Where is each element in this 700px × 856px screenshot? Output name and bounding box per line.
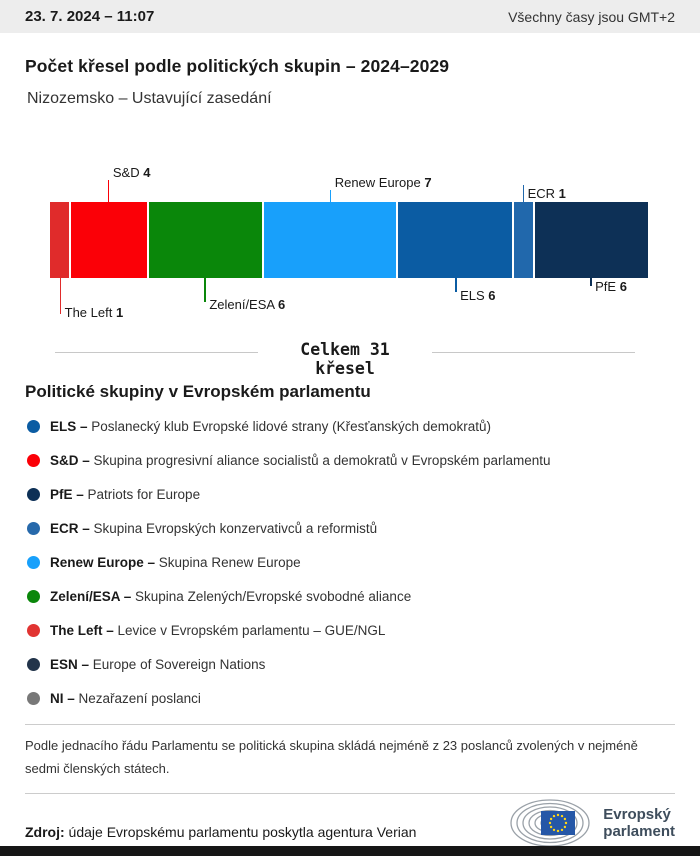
legend-item-s-d-: [25, 452, 675, 468]
bar-segment-ecr: [514, 202, 533, 278]
legend-item-label: S&D – Skupina progresivní aliance socialistů a demokratů v Evropském parlamentu: [50, 452, 551, 468]
legend-item-label: PfE – Patriots for Europe: [50, 486, 201, 502]
callout-label-the-left: The Left 1: [64, 305, 124, 320]
top-bar: [0, 0, 700, 33]
callout-line-renew-europe: [330, 190, 332, 202]
callout-label-pfe: PfE 6: [595, 279, 627, 294]
ep-logo-text: [603, 806, 675, 840]
legend-dot-icon: [27, 658, 40, 671]
timezone-note: Všechny časy jsou GMT+2: [508, 8, 675, 25]
bottom-bar: [0, 846, 700, 856]
callout-line-the-left: [60, 278, 62, 314]
legend-dot-icon: [27, 590, 40, 603]
legend-item-renew-europe-: [25, 554, 675, 570]
total-seats: [55, 340, 635, 378]
total-left-rule: [55, 352, 258, 353]
source-label: Zdroj:: [25, 824, 65, 840]
legend-item-label: Renew Europe – Skupina Renew Europe: [50, 554, 301, 570]
callout-line-els: [455, 278, 457, 292]
legend-item-esn-: [25, 656, 675, 672]
page-subtitle: Nizozemsko – Ustavující zasedání: [27, 90, 272, 107]
ep-logo: [506, 798, 675, 848]
legend-dot-icon: [27, 420, 40, 433]
total-right-rule: [432, 352, 635, 353]
callout-line-s-d: [108, 180, 110, 202]
bar-segment-the-left: [50, 202, 69, 278]
bar-segment-s-d: [71, 202, 147, 278]
callout-label-s-d: S&D 4: [112, 165, 151, 180]
legend-item-pfe-: [25, 486, 675, 502]
callout-line-ecr: [523, 185, 525, 202]
bar-segment-zelen-esa: [149, 202, 262, 278]
legend-item-label: Zelení/ESA – Skupina Zelených/Evropské svobodné aliance: [50, 588, 412, 604]
total-line2: křesel: [315, 359, 375, 378]
callout-label-renew-europe: Renew Europe 7: [334, 175, 432, 190]
legend-item-zelen-esa-: [25, 588, 675, 604]
legend-item-label: NI – Nezařazení poslanci: [50, 690, 201, 706]
callout-label-zelen-esa: Zelení/ESA 6: [209, 297, 286, 312]
ep-logo-line1: Evropský: [603, 806, 671, 823]
legend-item-els-: [25, 418, 675, 434]
legend-heading: Politické skupiny v Evropském parlamentu: [25, 382, 371, 401]
legend-item-label: ECR – Skupina Evropských konzervativců a reformistů: [50, 520, 378, 536]
page-title: Počet křesel podle politických skupin – 2024–2029: [25, 56, 450, 76]
legend-dot-icon: [27, 488, 40, 501]
bar-segment-pfe: [535, 202, 648, 278]
total-line1: Celkem 31: [300, 340, 390, 359]
legend-list: [25, 418, 675, 706]
legend-item-label: The Left – Levice v Evropském parlamentu – GUE/NGL: [50, 622, 386, 638]
source-row: [25, 798, 675, 848]
legend-dot-icon: [27, 692, 40, 705]
legend-item-ni-: [25, 690, 675, 706]
total-seats-label: [258, 340, 431, 378]
source-value: údaje Evropskému parlamentu poskytla agentura Verian: [68, 824, 417, 840]
seat-bar: [50, 202, 648, 278]
legend-item-ecr-: [25, 520, 675, 536]
legend-item-label: ELS – Poslanecký klub Evropské lidové strany (Křesťanských demokratů): [50, 418, 491, 434]
header: [0, 33, 700, 108]
legend-item-label: ESN – Europe of Sovereign Nations: [50, 656, 266, 672]
legend-dot-icon: [27, 624, 40, 637]
legend-item-the-left-: [25, 622, 675, 638]
footnote: Podle jednacího řádu Parlamentu se politická skupina skládá nejméně z 23 poslanců zvolených v nejméně sedmi členských státech.: [25, 724, 675, 794]
source-text: [25, 824, 416, 840]
callout-label-els: ELS 6: [460, 288, 496, 303]
legend-dot-icon: [27, 522, 40, 535]
bar-segment-els: [398, 202, 511, 278]
callout-label-ecr: ECR 1: [527, 186, 566, 201]
callout-line-zelen-esa: [204, 278, 206, 302]
legend-dot-icon: [27, 556, 40, 569]
timestamp: 23. 7. 2024 – 11:07: [25, 8, 155, 25]
ep-logo-line2: parlament: [603, 823, 675, 840]
seat-chart: [50, 152, 648, 338]
callout-line-pfe: [590, 278, 592, 286]
bar-segment-renew-europe: [264, 202, 396, 278]
ep-hemicycle-flag-icon: [506, 798, 600, 848]
legend-dot-icon: [27, 454, 40, 467]
